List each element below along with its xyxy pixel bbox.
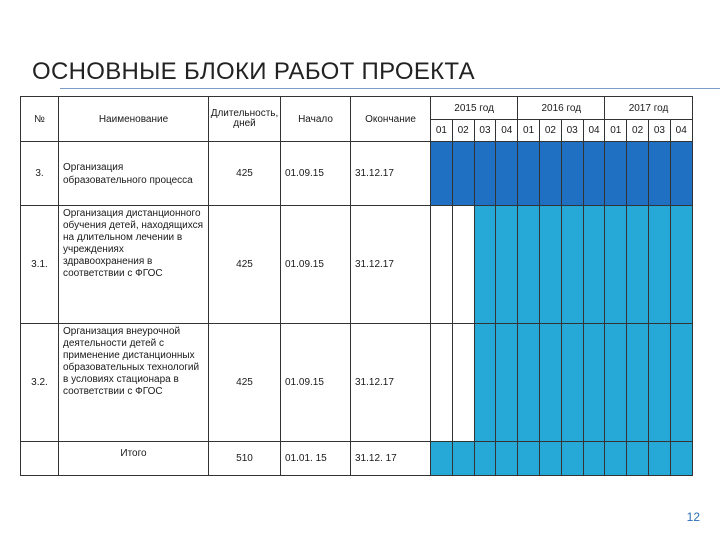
row-start: 01.09.15	[281, 324, 351, 442]
gantt-cell	[518, 442, 540, 476]
gantt-cell	[649, 324, 671, 442]
gantt-cell	[627, 142, 649, 206]
gantt-cell	[649, 206, 671, 324]
header-name: Наименование	[59, 97, 209, 142]
quarter-label: 03	[474, 120, 496, 142]
gantt-cell	[474, 206, 496, 324]
gantt-cell	[583, 442, 605, 476]
gantt-cell	[496, 324, 518, 442]
table-row	[21, 324, 693, 442]
quarter-label: 02	[540, 120, 562, 142]
gantt-cell	[583, 142, 605, 206]
row-name: Организация образовательного процесса	[59, 142, 209, 206]
row-num: 3.1.	[21, 206, 59, 324]
gantt-cell	[431, 324, 453, 442]
gantt-cell	[605, 442, 627, 476]
row-duration: 425	[209, 206, 281, 324]
gantt-table	[20, 96, 693, 476]
slide-title: ОСНОВНЫЕ БЛОКИ РАБОТ ПРОЕКТА	[32, 58, 475, 85]
gantt-cell	[561, 442, 583, 476]
gantt-cell	[496, 142, 518, 206]
quarter-label: 04	[583, 120, 605, 142]
header-start: Начало	[281, 97, 351, 142]
quarter-label: 02	[452, 120, 474, 142]
row-end: 31.12.17	[351, 142, 431, 206]
gantt-cell	[518, 206, 540, 324]
row-name: Организация внеурочной деятельности детей с применение дистанционных образовательных технологий в условиях стационара в соответствии с ФГОС	[59, 324, 209, 442]
gantt-cell	[518, 142, 540, 206]
gantt-cell	[649, 142, 671, 206]
gantt-cell	[431, 206, 453, 324]
row-duration: 510	[209, 442, 281, 476]
gantt-cell	[670, 442, 692, 476]
row-end: 31.12.17	[351, 324, 431, 442]
header-year-2015: 2015 год	[431, 97, 518, 120]
gantt-cell	[496, 206, 518, 324]
quarter-label: 04	[496, 120, 518, 142]
row-start: 01.01. 15	[281, 442, 351, 476]
gantt-cell	[540, 142, 562, 206]
gantt-cell	[452, 442, 474, 476]
gantt-cell	[561, 142, 583, 206]
row-name: Организация дистанционного обучения детей, находящихся на длительном лечении в учреждениях здравоохранения в соответствии с ФГОС	[59, 206, 209, 324]
gantt-cell	[474, 442, 496, 476]
header-duration: Длительность, дней	[209, 97, 281, 142]
gantt-cell	[452, 206, 474, 324]
row-duration: 425	[209, 324, 281, 442]
gantt-cell	[627, 206, 649, 324]
gantt-cell	[540, 206, 562, 324]
row-num	[21, 442, 59, 476]
header-year-2017: 2017 год	[605, 97, 692, 120]
gantt-cell	[605, 142, 627, 206]
header-num: №	[21, 97, 59, 142]
gantt-cell	[670, 142, 692, 206]
quarter-label: 01	[605, 120, 627, 142]
gantt-cell	[649, 442, 671, 476]
table-row-total	[21, 442, 693, 476]
quarter-label: 02	[627, 120, 649, 142]
row-end: 31.12.17	[351, 206, 431, 324]
row-duration: 425	[209, 142, 281, 206]
quarter-label: 04	[670, 120, 692, 142]
gantt-cell	[627, 442, 649, 476]
row-start: 01.09.15	[281, 142, 351, 206]
quarter-label: 03	[649, 120, 671, 142]
gantt-cell	[561, 324, 583, 442]
quarter-label: 01	[518, 120, 540, 142]
gantt-cell	[518, 324, 540, 442]
gantt-cell	[540, 324, 562, 442]
quarter-label: 03	[561, 120, 583, 142]
gantt-cell	[474, 142, 496, 206]
gantt-cell	[605, 324, 627, 442]
table-row	[21, 142, 693, 206]
gantt-cell	[474, 324, 496, 442]
row-start: 01.09.15	[281, 206, 351, 324]
row-num: 3.2.	[21, 324, 59, 442]
row-end: 31.12. 17	[351, 442, 431, 476]
gantt-cell	[583, 324, 605, 442]
gantt-cell	[431, 442, 453, 476]
gantt-cell	[627, 324, 649, 442]
quarter-label: 01	[431, 120, 453, 142]
gantt-cell	[670, 324, 692, 442]
title-underline	[60, 88, 720, 89]
gantt-cell	[431, 142, 453, 206]
table-row	[21, 206, 693, 324]
gantt-cell	[540, 442, 562, 476]
gantt-cell	[670, 206, 692, 324]
gantt-cell	[452, 324, 474, 442]
gantt-cell	[561, 206, 583, 324]
row-name: Итого	[59, 442, 209, 476]
gantt-cell	[496, 442, 518, 476]
gantt-cell	[452, 142, 474, 206]
header-end: Окончание	[351, 97, 431, 142]
page-number: 12	[686, 510, 700, 524]
gantt-cell	[605, 206, 627, 324]
header-row-years	[21, 97, 693, 120]
header-year-2016: 2016 год	[518, 97, 605, 120]
gantt-cell	[583, 206, 605, 324]
row-num: 3.	[21, 142, 59, 206]
